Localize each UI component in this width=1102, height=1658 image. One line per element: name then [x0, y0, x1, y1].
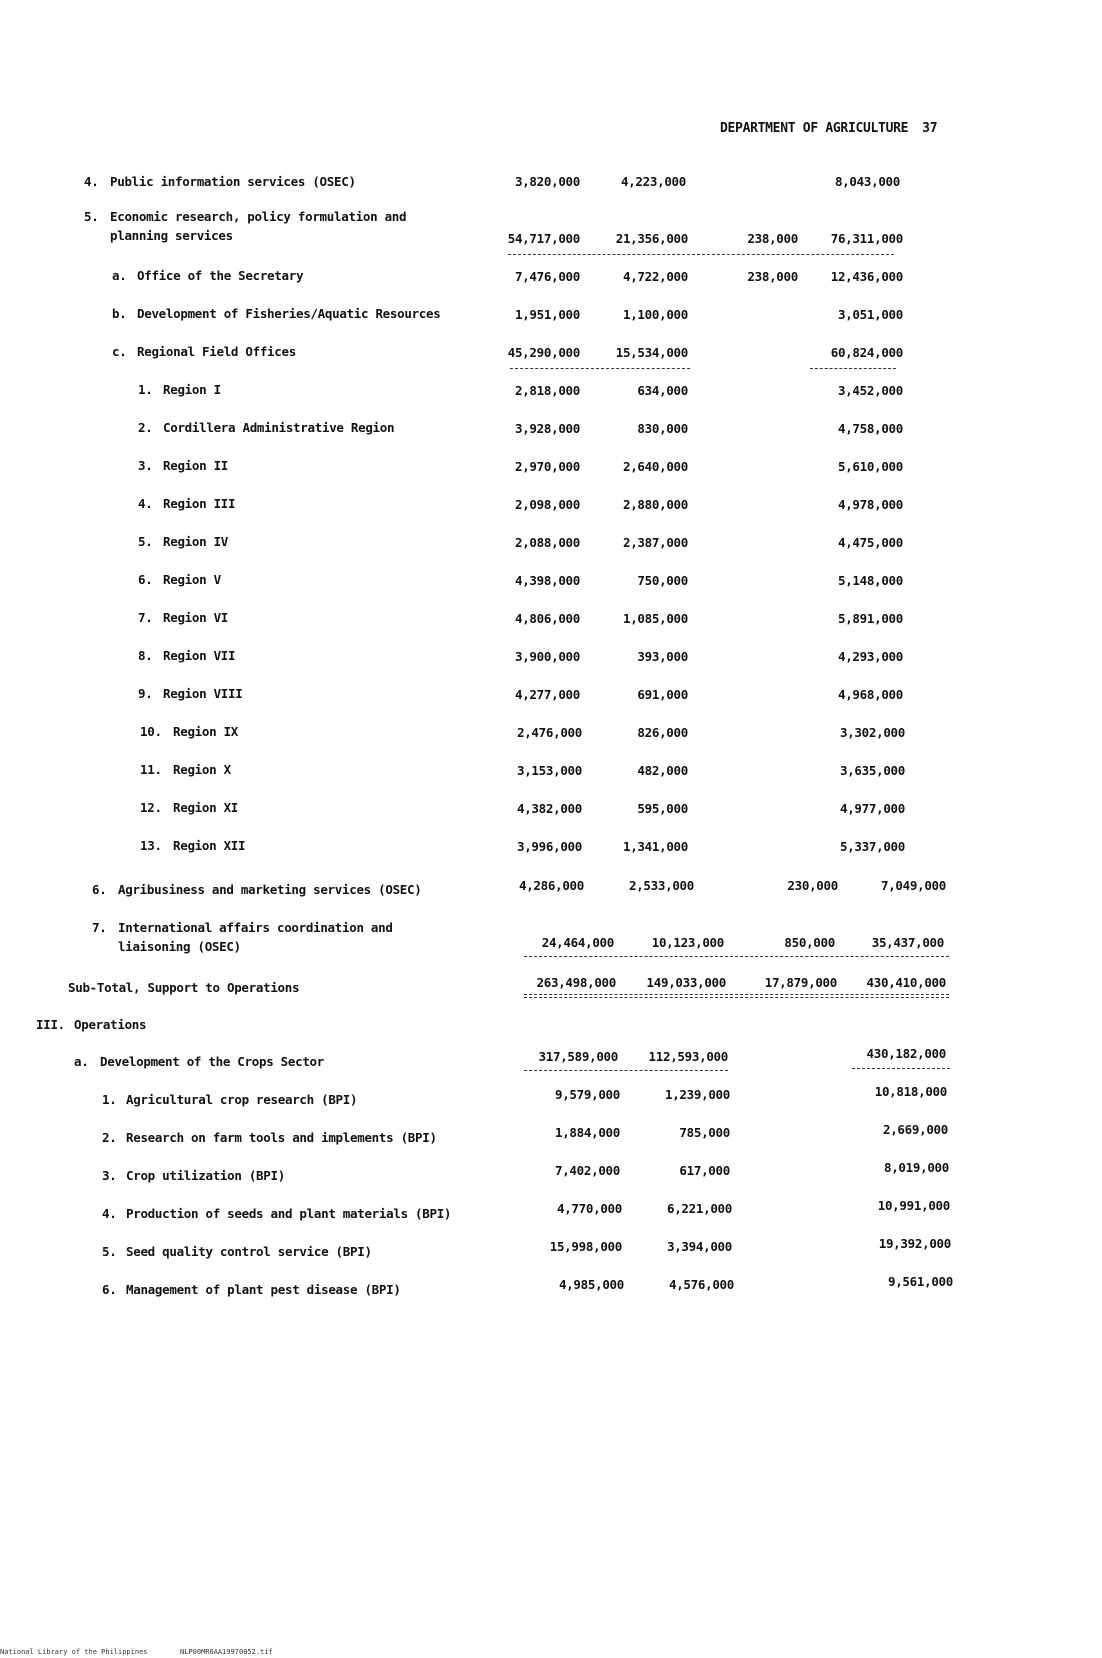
col2-value: 4,223,000 — [620, 174, 686, 189]
col2-value: 595,000 — [637, 801, 688, 816]
item-number: c. — [112, 344, 127, 359]
total-value: 8,043,000 — [834, 174, 900, 189]
running-header — [720, 121, 937, 136]
item-number: 4. — [138, 496, 153, 511]
col1-value: 263,498,000 — [536, 975, 616, 990]
item-label: Crop utilization (BPI) — [126, 1168, 285, 1183]
item-label: Agricultural crop research (BPI) — [126, 1092, 358, 1107]
col2-value: 830,000 — [637, 421, 688, 436]
total-value: 430,410,000 — [866, 975, 946, 990]
item-label: Cordillera Administrative Region — [163, 420, 395, 435]
total-value: 4,968,000 — [837, 687, 903, 702]
item-number: 6. — [138, 572, 153, 587]
total-rule — [524, 994, 949, 995]
item-label: Office of the Secretary — [137, 268, 304, 283]
item-label: Region I — [163, 382, 221, 397]
item-number: 2. — [102, 1130, 117, 1145]
total-value: 10,991,000 — [877, 1198, 950, 1213]
item-number: 3. — [138, 458, 153, 473]
total-value: 5,610,000 — [837, 459, 903, 474]
item-number: 7. — [138, 610, 153, 625]
total-value: 4,977,000 — [839, 801, 905, 816]
total-value: 7,049,000 — [880, 878, 946, 893]
col2-value: 3,394,000 — [666, 1239, 732, 1254]
col1-value: 3,153,000 — [516, 763, 582, 778]
col1-value: 54,717,000 — [507, 231, 580, 246]
subtotal-rule — [510, 368, 690, 369]
item-label: Seed quality control service (BPI) — [126, 1244, 372, 1259]
footer-filename: NLP00MR0AA19970052.tif — [180, 1648, 273, 1656]
total-value: 4,758,000 — [837, 421, 903, 436]
item-label: Region VII — [163, 648, 236, 663]
col3-value: 238,000 — [747, 231, 798, 246]
col1-value: 3,996,000 — [516, 839, 582, 854]
total-value: 5,891,000 — [837, 611, 903, 626]
col1-value: 4,382,000 — [516, 801, 582, 816]
col1-value: 9,579,000 — [554, 1087, 620, 1102]
item-number: 8. — [138, 648, 153, 663]
item-label-line2: planning services — [110, 228, 233, 243]
total-value: 5,337,000 — [839, 839, 905, 854]
total-value: 35,437,000 — [871, 935, 944, 950]
total-value: 3,635,000 — [839, 763, 905, 778]
col2-value: 21,356,000 — [615, 231, 688, 246]
col2-value: 393,000 — [637, 649, 688, 664]
total-value: 9,561,000 — [887, 1274, 953, 1289]
col3-value: 850,000 — [784, 935, 835, 950]
item-label-line1: Economic research, policy formulation and — [110, 209, 407, 224]
item-number: 5. — [102, 1244, 117, 1259]
col2-value: 10,123,000 — [651, 935, 724, 950]
item-number: 1. — [138, 382, 153, 397]
total-value: 12,436,000 — [830, 269, 903, 284]
total-value: 3,302,000 — [839, 725, 905, 740]
col2-value: 112,593,000 — [648, 1049, 728, 1064]
item-number: 9. — [138, 686, 153, 701]
page-number: 37 — [922, 121, 938, 136]
item-label: Production of seeds and plant materials (BPI) — [126, 1206, 452, 1221]
total-value: 3,051,000 — [837, 307, 903, 322]
total-value: 5,148,000 — [837, 573, 903, 588]
total-value: 60,824,000 — [830, 345, 903, 360]
col1-value: 24,464,000 — [541, 935, 614, 950]
col1-value: 3,900,000 — [514, 649, 580, 664]
footer-library: National Library of the Philippines — [0, 1648, 148, 1656]
col1-value: 15,998,000 — [549, 1239, 622, 1254]
col2-value: 1,341,000 — [622, 839, 688, 854]
header-title: DEPARTMENT OF AGRICULTURE — [720, 121, 909, 136]
total-value: 430,182,000 — [866, 1046, 946, 1061]
item-label: Region III — [163, 496, 236, 511]
col2-value: 1,100,000 — [622, 307, 688, 322]
col2-value: 2,640,000 — [622, 459, 688, 474]
col2-value: 1,085,000 — [622, 611, 688, 626]
item-number: 2. — [138, 420, 153, 435]
item-label: Development of Fisheries/Aquatic Resources — [137, 306, 441, 321]
item-number: 13. — [140, 838, 162, 853]
col2-value: 634,000 — [637, 383, 688, 398]
item-label: Region IX — [173, 724, 239, 739]
section-number: III. — [36, 1017, 65, 1032]
subtotal-rule — [508, 254, 894, 255]
total-value: 8,019,000 — [883, 1160, 949, 1175]
col2-value: 2,880,000 — [622, 497, 688, 512]
item-label: Region XI — [173, 800, 239, 815]
item-label: Region II — [163, 458, 229, 473]
col3-value: 230,000 — [787, 878, 838, 893]
item-number: 4. — [102, 1206, 117, 1221]
item-label: Region XII — [173, 838, 246, 853]
col1-value: 7,402,000 — [554, 1163, 620, 1178]
item-label: Management of plant pest disease (BPI) — [126, 1282, 401, 1297]
item-label-line2: liaisoning (OSEC) — [118, 939, 241, 954]
item-label: Region VIII — [163, 686, 243, 701]
col1-value: 2,098,000 — [514, 497, 580, 512]
item-number: 12. — [140, 800, 162, 815]
subtotal-label: Sub-Total, Support to Operations — [68, 980, 300, 995]
col1-value: 4,398,000 — [514, 573, 580, 588]
col2-value: 482,000 — [637, 763, 688, 778]
item-number: 1. — [102, 1092, 117, 1107]
col1-value: 2,818,000 — [514, 383, 580, 398]
col2-value: 2,533,000 — [628, 878, 694, 893]
item-number: 11. — [140, 762, 162, 777]
item-label: Region IV — [163, 534, 229, 549]
item-label: Development of the Crops Sector — [100, 1054, 324, 1069]
item-label: Research on farm tools and implements (BPI) — [126, 1130, 437, 1145]
col1-value: 3,820,000 — [514, 174, 580, 189]
section-title: Operations — [74, 1017, 147, 1032]
item-label: Agribusiness and marketing services (OSEC) — [118, 882, 422, 897]
item-number: 10. — [140, 724, 162, 739]
total-rule — [524, 997, 949, 998]
col2-value: 2,387,000 — [622, 535, 688, 550]
col2-value: 617,000 — [679, 1163, 730, 1178]
col1-value: 4,985,000 — [558, 1277, 624, 1292]
col1-value: 45,290,000 — [507, 345, 580, 360]
col3-value: 17,879,000 — [764, 975, 837, 990]
item-label: Region V — [163, 572, 221, 587]
item-number: 4. — [84, 174, 99, 189]
col1-value: 1,951,000 — [514, 307, 580, 322]
col1-value: 317,589,000 — [538, 1049, 618, 1064]
col2-value: 4,722,000 — [622, 269, 688, 284]
item-label: Public information services (OSEC) — [110, 174, 356, 189]
item-number: a. — [74, 1054, 89, 1069]
total-value: 4,475,000 — [837, 535, 903, 550]
col1-value: 4,286,000 — [518, 878, 584, 893]
col1-value: 4,277,000 — [514, 687, 580, 702]
col1-value: 3,928,000 — [514, 421, 580, 436]
col2-value: 785,000 — [679, 1125, 730, 1140]
item-number: 6. — [92, 882, 107, 897]
item-label: Region VI — [163, 610, 229, 625]
total-value: 19,392,000 — [878, 1236, 951, 1251]
subtotal-rule — [810, 368, 896, 369]
col2-value: 826,000 — [637, 725, 688, 740]
col2-value: 750,000 — [637, 573, 688, 588]
item-number: b. — [112, 306, 127, 321]
col2-value: 4,576,000 — [668, 1277, 734, 1292]
col3-value: 238,000 — [747, 269, 798, 284]
subtotal-rule — [524, 956, 949, 957]
item-number: 5. — [138, 534, 153, 549]
col1-value: 4,770,000 — [556, 1201, 622, 1216]
col1-value: 2,476,000 — [516, 725, 582, 740]
col1-value: 2,088,000 — [514, 535, 580, 550]
subtotal-rule — [524, 1070, 728, 1071]
col2-value: 6,221,000 — [666, 1201, 732, 1216]
total-value: 4,978,000 — [837, 497, 903, 512]
item-number: a. — [112, 268, 127, 283]
item-number: 5. — [84, 209, 99, 224]
col2-value: 149,033,000 — [646, 975, 726, 990]
subtotal-rule — [852, 1068, 950, 1069]
col1-value: 4,806,000 — [514, 611, 580, 626]
item-number: 7. — [92, 920, 107, 935]
item-label: Regional Field Offices — [137, 344, 296, 359]
col2-value: 691,000 — [637, 687, 688, 702]
item-label-line1: International affairs coordination and — [118, 920, 393, 935]
col1-value: 1,884,000 — [554, 1125, 620, 1140]
col2-value: 1,239,000 — [664, 1087, 730, 1102]
total-value: 3,452,000 — [837, 383, 903, 398]
total-value: 4,293,000 — [837, 649, 903, 664]
col2-value: 15,534,000 — [615, 345, 688, 360]
item-label: Region X — [173, 762, 231, 777]
col1-value: 2,970,000 — [514, 459, 580, 474]
total-value: 76,311,000 — [830, 231, 903, 246]
total-value: 10,818,000 — [874, 1084, 947, 1099]
total-value: 2,669,000 — [882, 1122, 948, 1137]
item-number: 6. — [102, 1282, 117, 1297]
item-number: 3. — [102, 1168, 117, 1183]
col1-value: 7,476,000 — [514, 269, 580, 284]
